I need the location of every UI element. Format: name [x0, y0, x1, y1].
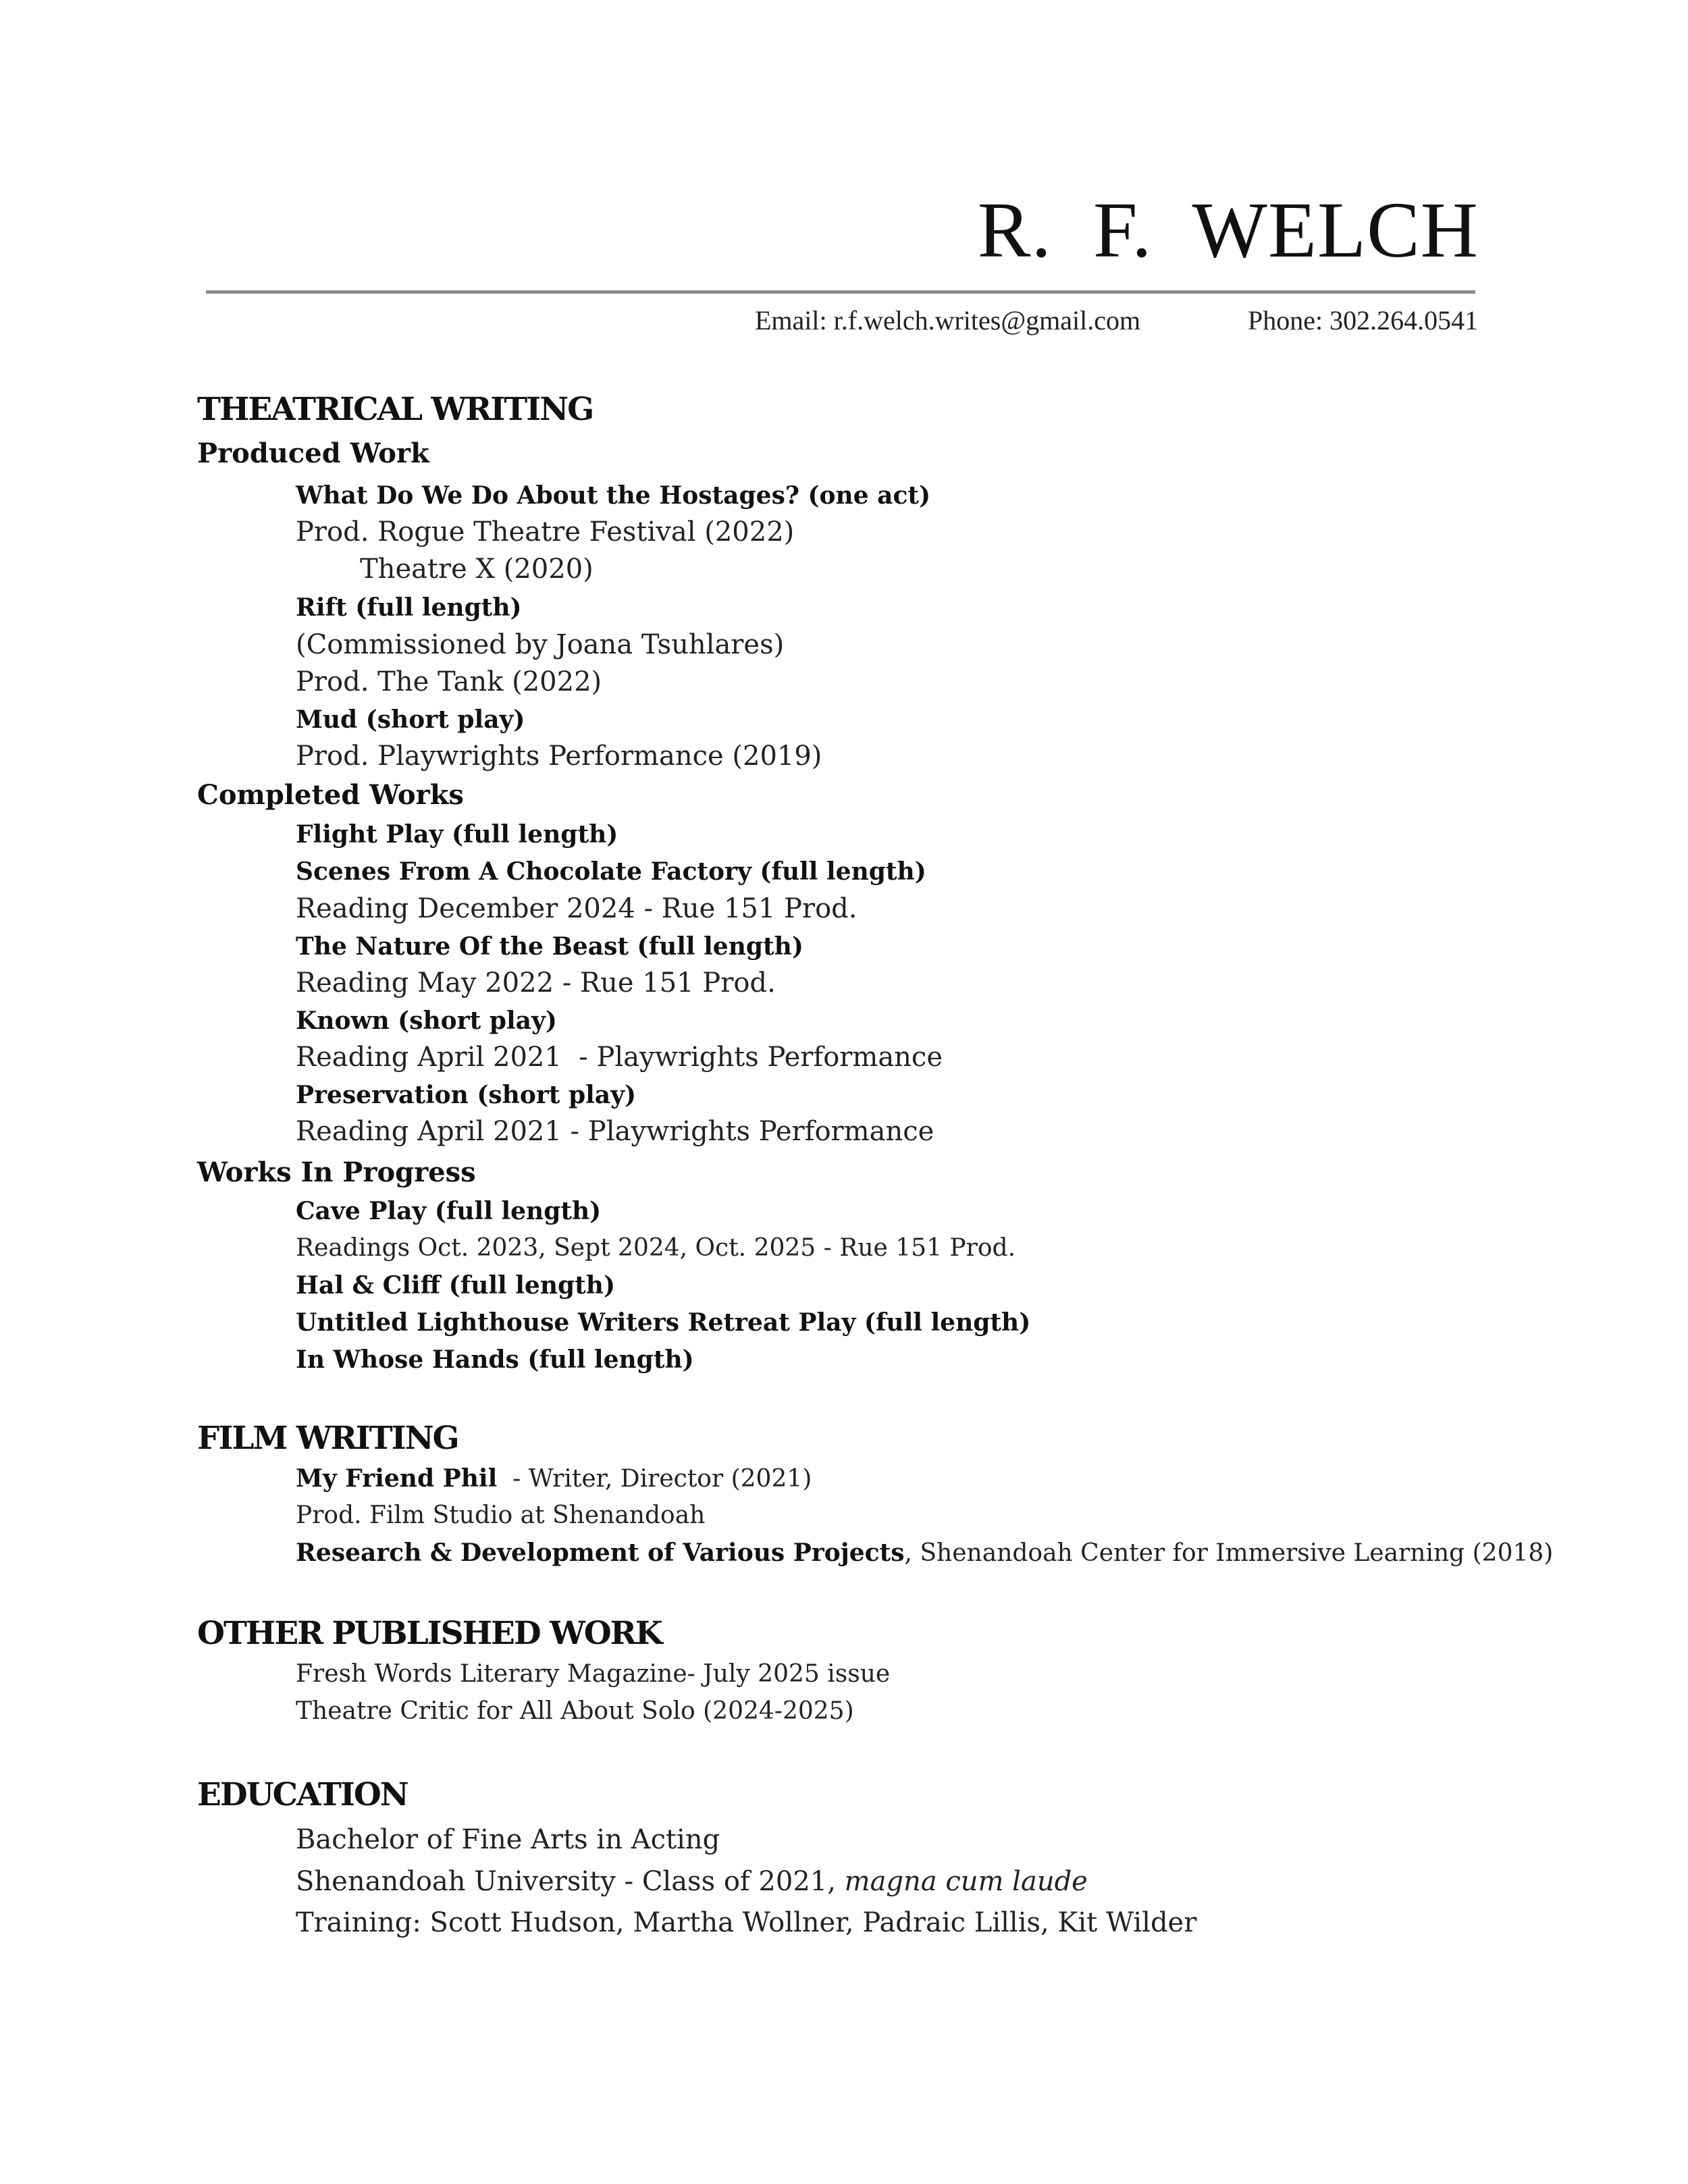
contact-phone: Phone: 302.264.0541 — [1248, 305, 1479, 336]
published-item: Fresh Words Literary Magazine- July 2025 issue — [296, 1660, 891, 1688]
film-detail: , Shenandoah Center for Immersive Learning (2018) — [904, 1539, 1554, 1567]
honor: magna cum laude — [844, 1866, 1088, 1897]
contact-email: Email: r.f.welch.writes@gmail.com — [755, 305, 1141, 336]
section-title-film: FILM WRITING — [197, 1420, 458, 1457]
work-title: Hal & Cliff (full length) — [296, 1271, 616, 1300]
work-detail: Prod. Rogue Theatre Festival (2022) — [296, 516, 795, 548]
work-detail: Theatre X (2020) — [360, 554, 594, 585]
work-detail: Reading December 2024 - Rue 151 Prod. — [296, 893, 858, 924]
work-detail: Reading April 2021 - Playwrights Performance — [296, 1042, 943, 1073]
education-degree: Bachelor of Fine Arts in Acting — [296, 1824, 720, 1855]
education-school — [296, 1868, 1088, 1895]
work-title: The Nature Of the Beast (full length) — [296, 932, 803, 961]
work-title: Flight Play (full length) — [296, 820, 618, 849]
film-role: - Writer, Director (2021) — [497, 1465, 812, 1493]
subsection-progress: Works In Progress — [197, 1156, 476, 1188]
film-entry — [296, 1541, 1553, 1566]
header-divider — [206, 290, 1475, 294]
film-title: Research & Development of Various Projects — [296, 1539, 905, 1567]
published-item: Theatre Critic for All About Solo (2024-2025) — [296, 1697, 854, 1725]
work-detail: Prod. Playwrights Performance (2019) — [296, 741, 822, 772]
education-training: Training: Scott Hudson, Martha Wollner, Padraic Lillis, Kit Wilder — [296, 1907, 1197, 1938]
work-title: Mud (short play) — [296, 705, 525, 734]
work-detail: Reading May 2022 - Rue 151 Prod. — [296, 967, 776, 998]
film-detail: Prod. Film Studio at Shenandoah — [296, 1501, 706, 1529]
section-title-other: OTHER PUBLISHED WORK — [197, 1615, 662, 1652]
section-title-education: EDUCATION — [197, 1776, 408, 1813]
work-title: Cave Play (full length) — [296, 1197, 602, 1225]
work-title: In Whose Hands (full length) — [296, 1346, 694, 1374]
work-title: Preservation (short play) — [296, 1081, 637, 1109]
work-detail: Reading April 2021 - Playwrights Performance — [296, 1116, 934, 1147]
author-name: R. F. WELCH — [977, 186, 1479, 274]
work-detail: Prod. The Tank (2022) — [296, 666, 602, 697]
film-title: My Friend Phil — [296, 1464, 498, 1493]
work-title: Known (short play) — [296, 1007, 557, 1035]
work-title: Rift (full length) — [296, 593, 522, 622]
work-title: What Do We Do About the Hostages? (one act) — [296, 481, 931, 510]
subsection-produced: Produced Work — [197, 437, 429, 469]
subsection-completed: Completed Works — [197, 779, 464, 811]
work-title: Untitled Lighthouse Writers Retreat Play (full length) — [296, 1308, 1031, 1337]
school-name: Shenandoah University - Class of 2021, — [296, 1866, 845, 1897]
section-title-theatrical: THEATRICAL WRITING — [197, 391, 594, 428]
film-entry — [296, 1466, 812, 1491]
work-detail: Readings Oct. 2023, Sept 2024, Oct. 2025 - Rue 151 Prod. — [296, 1234, 1016, 1262]
work-detail: (Commissioned by Joana Tsuhlares) — [296, 629, 785, 660]
work-title: Scenes From A Chocolate Factory (full length) — [296, 857, 926, 886]
